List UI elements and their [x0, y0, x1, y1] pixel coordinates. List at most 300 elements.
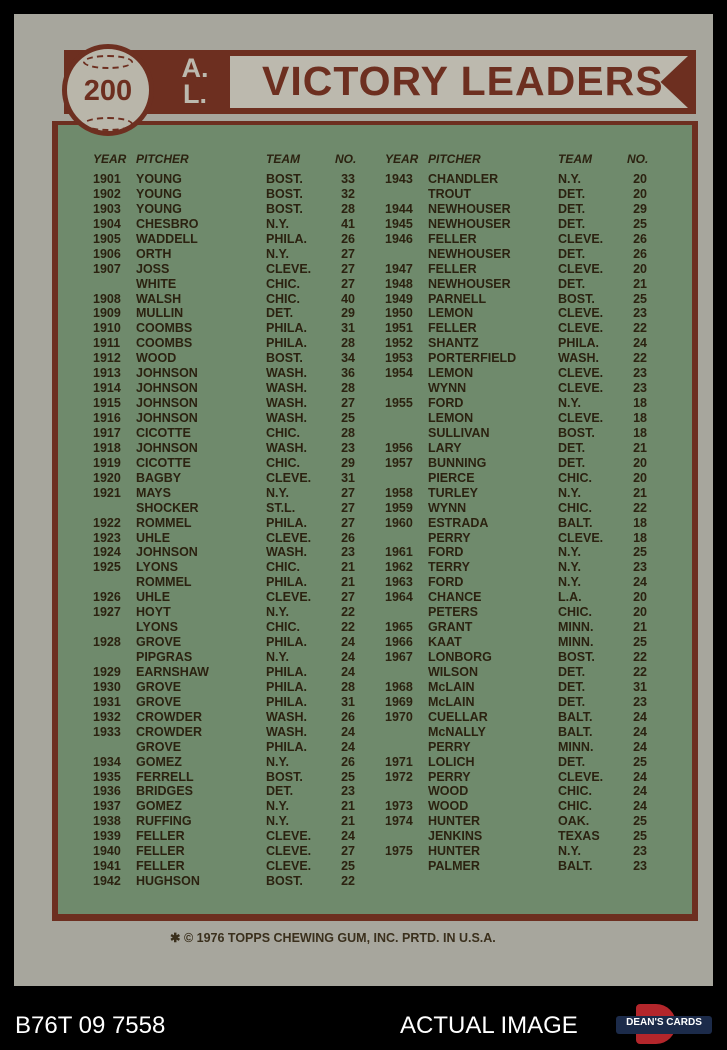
row-pitcher: CHANCE [428, 590, 482, 605]
row-wins: 22 [633, 321, 647, 336]
league-letter-l: L. [183, 79, 207, 109]
row-team: N.Y. [266, 605, 289, 620]
row-wins: 24 [633, 799, 647, 814]
row-pitcher: CICOTTE [136, 425, 191, 440]
row-wins: 25 [633, 545, 647, 560]
row-year: 1956 [385, 440, 413, 455]
row-wins: 26 [341, 530, 355, 545]
row-team: CLEVE. [266, 261, 312, 276]
row-pitcher: PIERCE [428, 470, 475, 485]
row-year: 1907 [93, 261, 121, 276]
row-pitcher: HOYT [136, 605, 171, 620]
row-wins: 18 [633, 425, 647, 440]
deans-cards-logo [616, 1004, 712, 1044]
row-wins: 23 [633, 844, 647, 859]
row-wins: 28 [341, 201, 355, 216]
row-pitcher: JOHNSON [136, 411, 198, 425]
row-pitcher: NEWHOUSER [428, 216, 511, 231]
row-team: CHIC. [266, 291, 301, 306]
row-year: 1936 [93, 784, 121, 799]
row-team: N.Y. [558, 560, 581, 575]
row-year: 1911 [93, 336, 121, 351]
row-wins: 29 [341, 455, 355, 470]
row-wins: 23 [633, 366, 647, 381]
row-year: 1938 [93, 814, 121, 829]
row-pitcher: HUNTER [428, 844, 481, 859]
row-pitcher: FELLER [136, 859, 185, 874]
row-team: TEXAS [558, 829, 600, 844]
row-team: DET. [558, 694, 586, 709]
row-wins: 24 [633, 784, 647, 799]
row-year: 1939 [93, 829, 121, 844]
row-wins: 20 [633, 590, 647, 605]
row-team: DET. [558, 276, 586, 291]
row-year: 1975 [385, 844, 413, 859]
row-team: WASH. [266, 396, 307, 411]
row-year: 1941 [93, 859, 121, 874]
row-team: CLEVE. [558, 411, 604, 425]
row-team: BOST. [558, 291, 595, 306]
row-team: DET. [558, 440, 586, 455]
row-pitcher: SHOCKER [136, 500, 199, 515]
row-pitcher: CHANDLER [428, 172, 499, 186]
row-year: 1969 [385, 694, 413, 709]
row-team: WASH. [266, 724, 307, 739]
row-wins: 22 [633, 500, 647, 515]
row-team: PHILA. [266, 739, 307, 754]
row-team: BOST. [266, 201, 303, 216]
row-wins: 23 [633, 560, 647, 575]
row-team: BOST. [266, 769, 303, 784]
row-wins: 23 [633, 694, 647, 709]
row-wins: 22 [633, 351, 647, 366]
row-pitcher: FELLER [136, 829, 185, 844]
row-wins: 22 [341, 620, 355, 635]
row-wins: 27 [341, 246, 355, 261]
row-wins: 21 [633, 440, 647, 455]
row-team: CHIC. [266, 620, 301, 635]
row-wins: 21 [341, 799, 355, 814]
row-year: 1910 [93, 321, 121, 336]
actual-image-label: ACTUAL IMAGE [400, 1012, 578, 1039]
row-wins: 31 [341, 321, 355, 336]
row-year: 1915 [93, 396, 121, 411]
row-team: PHILA. [266, 336, 307, 351]
row-pitcher: LYONS [136, 560, 178, 575]
row-team: DET. [266, 306, 294, 321]
row-year: 1967 [385, 650, 413, 664]
row-team: N.Y. [558, 485, 581, 500]
row-team: N.Y. [558, 172, 581, 186]
row-wins: 20 [633, 261, 647, 276]
row-wins: 34 [341, 351, 355, 366]
row-wins: 25 [633, 216, 647, 231]
row-wins: 23 [341, 784, 355, 799]
row-team: DET. [558, 679, 586, 694]
row-team: MINN. [558, 620, 594, 635]
row-wins: 25 [633, 635, 647, 650]
row-pitcher: GRANT [428, 620, 473, 635]
row-team: PHILA. [266, 321, 307, 336]
row-pitcher: WYNN [428, 500, 467, 515]
row-year: 1943 [385, 172, 413, 186]
league-letter-a: A. [181, 53, 209, 83]
row-year: 1905 [93, 231, 121, 246]
inventory-code: B76T 09 7558 [15, 1012, 166, 1039]
row-pitcher: JOHNSON [136, 366, 198, 381]
row-wins: 20 [633, 186, 647, 201]
row-pitcher: GROVE [136, 635, 182, 650]
row-pitcher: MULLIN [136, 306, 184, 321]
row-wins: 20 [633, 172, 647, 186]
row-year: 1968 [385, 679, 413, 694]
row-pitcher: PERRY [428, 739, 471, 754]
row-pitcher: SHANTZ [428, 336, 479, 351]
row-pitcher: JOHNSON [136, 440, 198, 455]
ball-seam-bottom [83, 117, 133, 131]
row-wins: 24 [633, 724, 647, 739]
row-pitcher: UHLE [136, 530, 171, 545]
row-wins: 25 [341, 769, 355, 784]
row-wins: 18 [633, 530, 647, 545]
row-pitcher: FORD [428, 545, 464, 560]
league-label [175, 55, 215, 107]
row-team: CLEVE. [558, 261, 604, 276]
row-wins: 26 [341, 231, 355, 246]
header-no: NO. [627, 152, 649, 166]
row-pitcher: PERRY [428, 530, 471, 545]
row-pitcher: PALMER [428, 859, 480, 874]
row-team: MINN. [558, 635, 594, 650]
row-pitcher: LEMON [428, 411, 474, 425]
row-wins: 23 [633, 859, 647, 874]
row-team: N.Y. [558, 844, 581, 859]
row-year: 1958 [385, 485, 413, 500]
row-wins: 27 [341, 500, 355, 515]
row-team: N.Y. [266, 216, 289, 231]
copyright-footer: ✱ © 1976 TOPPS CHEWING GUM, INC. PRTD. IN U.S.A. [170, 931, 496, 945]
row-team: BOST. [266, 874, 303, 889]
row-wins: 25 [341, 859, 355, 874]
row-team: CHIC. [558, 799, 593, 814]
row-pitcher: FELLER [136, 844, 185, 859]
row-wins: 27 [341, 261, 355, 276]
row-year: 1921 [93, 485, 121, 500]
row-wins: 28 [341, 425, 355, 440]
row-pitcher: ESTRADA [428, 515, 489, 530]
row-year: 1957 [385, 455, 413, 470]
row-pitcher: PARNELL [428, 291, 487, 306]
row-team: DET. [558, 455, 586, 470]
row-pitcher: KAAT [428, 635, 462, 650]
row-year: 1960 [385, 515, 413, 530]
row-wins: 31 [341, 470, 355, 485]
row-pitcher: MAYS [136, 485, 171, 500]
row-team: DET. [558, 664, 586, 679]
row-team: WASH. [558, 351, 599, 366]
row-team: WASH. [266, 411, 307, 425]
row-team: PHILA. [266, 231, 307, 246]
row-year: 1913 [93, 366, 121, 381]
row-team: ST.L. [266, 500, 296, 515]
row-pitcher: JOHNSON [136, 381, 198, 396]
row-team: BOST. [266, 186, 303, 201]
row-pitcher: TERRY [428, 560, 470, 575]
row-team: CLEVE. [266, 530, 312, 545]
row-team: CLEVE. [266, 470, 312, 485]
row-pitcher: HUNTER [428, 814, 481, 829]
row-team: DET. [558, 186, 586, 201]
row-pitcher: JOHNSON [136, 396, 198, 411]
row-wins: 27 [341, 844, 355, 859]
row-team: CLEVE. [558, 306, 604, 321]
row-pitcher: GOMEZ [136, 799, 182, 814]
row-pitcher: WILSON [428, 664, 478, 679]
row-year: 1935 [93, 769, 121, 784]
row-team: PHILA. [266, 635, 307, 650]
row-wins: 24 [341, 739, 355, 754]
row-year: 1955 [385, 396, 413, 411]
row-pitcher: FERRELL [136, 769, 194, 784]
row-team: N.Y. [558, 575, 581, 590]
row-wins: 28 [341, 381, 355, 396]
row-wins: 21 [341, 814, 355, 829]
row-team: BALT. [558, 724, 593, 739]
row-pitcher: PETERS [428, 605, 479, 620]
row-team: PHILA. [266, 679, 307, 694]
row-pitcher: BRIDGES [136, 784, 193, 799]
row-team: CLEVE. [558, 231, 604, 246]
row-year: 1966 [385, 635, 413, 650]
row-pitcher: YOUNG [136, 186, 182, 201]
row-pitcher: JENKINS [428, 829, 483, 844]
row-team: CLEVE. [558, 321, 604, 336]
row-year: 1908 [93, 291, 121, 306]
header-year: YEAR [385, 152, 419, 166]
row-wins: 23 [633, 306, 647, 321]
row-pitcher: ROMMEL [136, 575, 192, 590]
row-pitcher: RUFFING [136, 814, 192, 829]
row-year: 1940 [93, 844, 121, 859]
row-wins: 18 [633, 411, 647, 425]
row-team: OAK. [558, 814, 590, 829]
row-year: 1925 [93, 560, 121, 575]
row-wins: 27 [341, 485, 355, 500]
row-wins: 21 [341, 575, 355, 590]
row-wins: 25 [633, 754, 647, 769]
row-team: CLEVE. [266, 859, 312, 874]
row-wins: 26 [341, 754, 355, 769]
row-pitcher: COOMBS [136, 336, 193, 351]
row-year: 1916 [93, 411, 121, 425]
row-pitcher: BAGBY [136, 470, 182, 485]
row-team: CHIC. [266, 425, 301, 440]
row-wins: 26 [633, 231, 647, 246]
row-year: 1971 [385, 754, 413, 769]
row-wins: 18 [633, 515, 647, 530]
row-pitcher: LONBORG [428, 650, 492, 664]
row-pitcher: GOMEZ [136, 754, 182, 769]
row-wins: 22 [633, 650, 647, 664]
row-wins: 25 [633, 291, 647, 306]
row-wins: 27 [341, 590, 355, 605]
row-year: 1961 [385, 545, 413, 560]
row-pitcher: CICOTTE [136, 455, 191, 470]
row-team: BOST. [266, 351, 303, 366]
row-team: DET. [558, 246, 586, 261]
row-pitcher: CUELLAR [428, 709, 488, 724]
row-year: 1972 [385, 769, 413, 784]
row-year: 1914 [93, 381, 121, 396]
row-pitcher: GROVE [136, 739, 182, 754]
row-pitcher: FORD [428, 396, 464, 411]
row-year: 1942 [93, 874, 121, 889]
row-year: 1930 [93, 679, 121, 694]
row-team: CHIC. [558, 784, 593, 799]
row-year: 1959 [385, 500, 413, 515]
row-year: 1928 [93, 635, 121, 650]
row-wins: 22 [341, 874, 355, 889]
row-pitcher: WALSH [136, 291, 182, 306]
row-team: N.Y. [558, 396, 581, 411]
row-year: 1953 [385, 351, 413, 366]
row-year: 1962 [385, 560, 413, 575]
row-pitcher: FELLER [428, 231, 477, 246]
row-team: N.Y. [266, 246, 289, 261]
row-pitcher: JOSS [136, 261, 170, 276]
row-wins: 26 [633, 246, 647, 261]
row-team: N.Y. [266, 485, 289, 500]
row-year: 1947 [385, 261, 413, 276]
row-pitcher: PIPGRAS [136, 650, 193, 664]
row-year: 1948 [385, 276, 413, 291]
row-year: 1946 [385, 231, 413, 246]
row-wins: 22 [633, 664, 647, 679]
row-team: WASH. [266, 709, 307, 724]
row-wins: 21 [633, 276, 647, 291]
row-team: N.Y. [266, 650, 289, 664]
row-wins: 24 [341, 664, 355, 679]
row-team: CHIC. [558, 605, 593, 620]
row-team: BOST. [558, 425, 595, 440]
row-team: DET. [558, 216, 586, 231]
row-team: PHILA. [266, 664, 307, 679]
row-year: 1904 [93, 216, 121, 231]
row-pitcher: CROWDER [136, 709, 202, 724]
row-year: 1923 [93, 530, 121, 545]
row-pitcher: GROVE [136, 679, 182, 694]
row-wins: 28 [341, 336, 355, 351]
row-team: PHILA. [266, 575, 307, 590]
row-team: CLEVE. [266, 829, 312, 844]
row-pitcher: LEMON [428, 306, 474, 321]
row-pitcher: WOOD [136, 351, 177, 366]
row-year: 1964 [385, 590, 413, 605]
row-wins: 24 [633, 709, 647, 724]
row-pitcher: WOOD [428, 799, 469, 814]
row-team: CLEVE. [558, 530, 604, 545]
row-pitcher: McLAIN [428, 694, 475, 709]
row-wins: 23 [633, 381, 647, 396]
row-wins: 20 [633, 470, 647, 485]
row-pitcher: WADDELL [136, 231, 198, 246]
row-year: 1973 [385, 799, 413, 814]
row-team: N.Y. [266, 754, 289, 769]
header-team: TEAM [558, 152, 592, 166]
row-wins: 27 [341, 515, 355, 530]
row-wins: 36 [341, 366, 355, 381]
row-year: 1906 [93, 246, 121, 261]
row-team: CLEVE. [558, 381, 604, 396]
row-team: CHIC. [266, 560, 301, 575]
row-wins: 26 [341, 709, 355, 724]
row-year: 1909 [93, 306, 121, 321]
row-pitcher: ROMMEL [136, 515, 192, 530]
row-year: 1965 [385, 620, 413, 635]
row-pitcher: FELLER [428, 261, 477, 276]
row-pitcher: GROVE [136, 694, 182, 709]
row-team: CLEVE. [266, 844, 312, 859]
row-year: 1927 [93, 605, 121, 620]
row-pitcher: NEWHOUSER [428, 246, 511, 261]
row-year: 1912 [93, 351, 121, 366]
row-wins: 25 [341, 411, 355, 425]
row-wins: 25 [633, 814, 647, 829]
row-wins: 20 [633, 605, 647, 620]
row-team: BALT. [558, 515, 593, 530]
card-number: 200 [83, 75, 133, 107]
row-pitcher: ORTH [136, 246, 172, 261]
row-pitcher: EARNSHAW [136, 664, 209, 679]
row-team: WASH. [266, 381, 307, 396]
row-team: BOST. [558, 650, 595, 664]
ball-seam-top [83, 55, 133, 69]
row-team: WASH. [266, 366, 307, 381]
row-year: 1920 [93, 470, 121, 485]
row-team: CLEVE. [266, 590, 312, 605]
header-pitcher: PITCHER [428, 152, 481, 166]
row-team: CHIC. [266, 455, 301, 470]
row-year: 1937 [93, 799, 121, 814]
row-pitcher: YOUNG [136, 201, 182, 216]
row-wins: 20 [633, 455, 647, 470]
row-team: BALT. [558, 709, 593, 724]
row-wins: 21 [341, 560, 355, 575]
row-year: 1954 [385, 366, 413, 381]
row-pitcher: PORTERFIELD [428, 351, 517, 366]
row-year: 1926 [93, 590, 121, 605]
row-wins: 24 [341, 724, 355, 739]
row-wins: 41 [341, 216, 355, 231]
row-pitcher: CROWDER [136, 724, 202, 739]
row-year: 1919 [93, 455, 121, 470]
row-team: N.Y. [558, 545, 581, 560]
row-pitcher: LARY [428, 440, 462, 455]
row-year: 1952 [385, 336, 413, 351]
row-team: CHIC. [266, 276, 301, 291]
row-year: 1918 [93, 440, 121, 455]
row-team: PHILA. [266, 515, 307, 530]
row-pitcher: LEMON [428, 366, 474, 381]
row-year: 1963 [385, 575, 413, 590]
card-title: VICTORY LEADERS [262, 58, 664, 104]
row-year: 1933 [93, 724, 121, 739]
row-pitcher: YOUNG [136, 172, 182, 186]
row-pitcher: FORD [428, 575, 464, 590]
row-team: PHILA. [266, 694, 307, 709]
row-pitcher: LYONS [136, 620, 178, 635]
row-wins: 27 [341, 276, 355, 291]
